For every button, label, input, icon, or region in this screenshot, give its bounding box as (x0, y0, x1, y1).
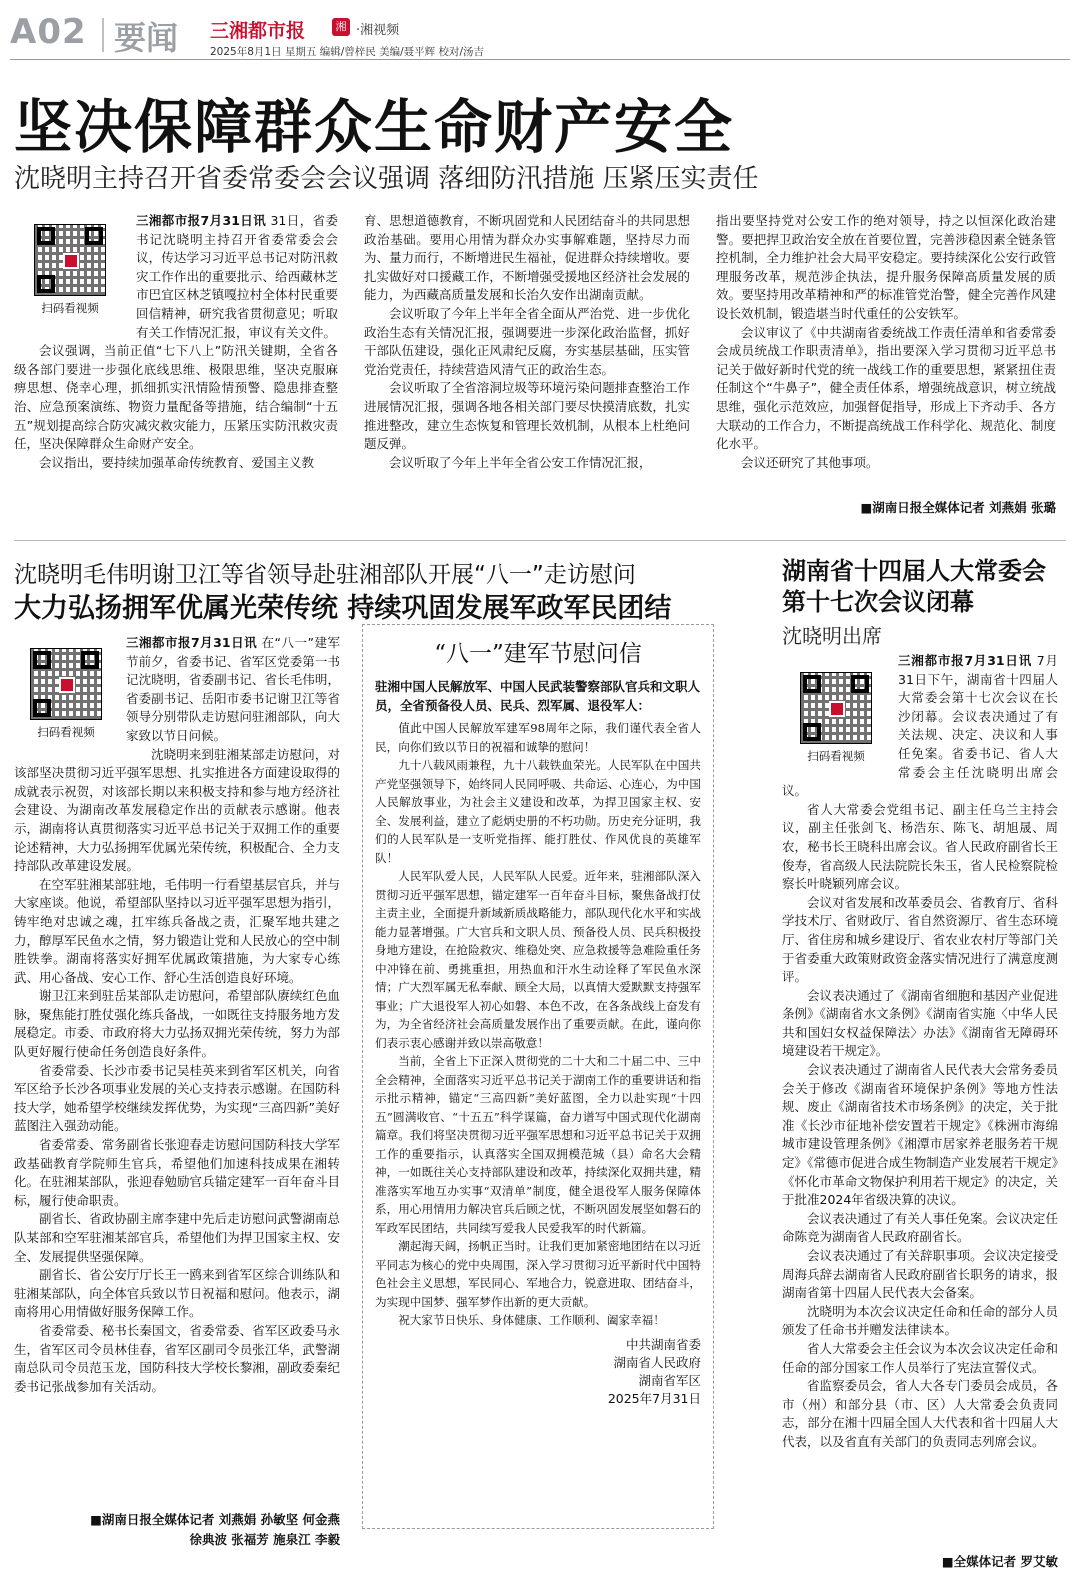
article2-para: 沈晓明来到驻湘某部走访慰问，对该部坚决贯彻习近平强军思想、扎实推进各方面建设取得的成就表示祝贺，对该部长期以来积极支持和参与地方经济社会建设、为湖南改革发展稳定作出的贡献表示感谢。他表示，湖南将认真贯彻落实习近平总书记关于双拥工作的重要论述精神，大力弘扬拥军优属光荣传统，积极配合、全力支持部队改革建设发展。 (14, 746, 340, 874)
masthead (10, 10, 1070, 60)
article3-title: 湖南省十四届人大常委会 第十七次会议闭幕 (782, 557, 1046, 616)
article1-byline: ■湖南日报全媒体记者 刘燕娟 张璐 (860, 500, 1056, 515)
article1-para: 会议审议了《中共湖南省委统战工作责任清单和省委常委会成员统战工作职责清单》，指出要深入学习贯彻习近平总书记关于做好新时代党的统一战线工作的重要思想，紧紧扭住责任制这个“牛鼻子”，健全责任体系，增强统战意识，树立统战思维，强化示范效应，加强督促指导，形成上下齐动手、各方大联动的工作合力，不断提高统战工作科学化、规范化、制度化水平。 (716, 324, 1056, 452)
condolence-letter-box (362, 624, 714, 1529)
article3-para: 省人大常委会党组书记、副主任乌兰主持会议，副主任张剑飞、杨浩东、陈飞、胡旭晟、周农，秘书长王晓科出席会议。省人民政府副省长王俊寿，省高级人民法院院长朱玉，省人民检察院检察长叶晓颖列席会议。 (782, 801, 1058, 892)
article2-para: 谢卫江来到驻岳某部队走访慰问，希望部队赓续红色血脉，聚焦能打胜仗强化练兵备战，一如既往支持服务地方发展稳定。市委、市政府将大力弘扬双拥光荣传统，努力为部队更好履行使命任务创造良好条件。 (14, 988, 340, 1060)
article3-para: 省人大常委会主任会议为本次会议决定任命和任命的部分国家工作人员举行了宪法宣誓仪式。 (782, 1340, 1058, 1375)
letter-para: 潮起海天阔，扬帆正当时。让我们更加紧密地团结在以习近平同志为核心的党中央周围，深入学习贯彻习近平新时代中国特色社会主义思想，军民同心、军地合力，锐意进取、团结奋斗，为实现中国梦、强军梦作出新的更大贡献。 (375, 1239, 701, 1309)
article3-para: 会议对省发展和改革委员会、省教育厅、省科学技术厅、省财政厅、省自然资源厅、省生态环境厅、省住房和城乡建设厅、省农业农村厅等部门关于省委重大政策财政资金落实情况进行了满意度测评。 (782, 894, 1058, 985)
article3-para: 沈晓明为本次会议决定任命和任命的部分人员颁发了任命书并赠发法律读本。 (782, 1303, 1058, 1338)
article2-column (14, 634, 340, 1509)
letter-para: 九十八载风雨兼程，九十八载铁血荣光。人民军队在中国共产党坚强领导下，始终同人民同呼吸、共命运、心连心，为中国人民解放事业，为社会主义建设和改革，为捍卫国家主权、安全、发展利益，建立了彪炳史册的不朽功勋。历史充分证明，我们的人民军队是一支听党指挥、能打胜仗、作风优良的英雄军队！ (375, 758, 701, 865)
article3-lead: 三湘都市报7月31日讯 (898, 653, 1032, 668)
article2-para: 在空军驻湘某部驻地，毛伟明一行看望基层官兵，并与大家座谈。他说，希望部队坚持以习近平强军思想为指引，铸牢绝对忠诚之魂，扛牢练兵备战之责，汇聚军地共建之力，醇厚军民鱼水之情，努力锻造让党和人民放心的空中制胜铁拳。湖南将落实好拥军优属政策措施，为大家专心练武、用心备战、安心工作、舒心生活创造良好环境。 (14, 876, 340, 985)
main-headline: 坚决保障群众生命财产安全 (14, 93, 735, 161)
article3-column (782, 652, 1058, 1540)
article1-lead: 三湘都市报7月31日讯 (136, 213, 267, 228)
article2-lead: 三湘都市报7月31日讯 (126, 635, 258, 650)
article3-para: 会议表决通过了《湖南省细胞和基因产业促进条例》《湖南省水文条例》《湖南省实施〈中华人民共和国妇女权益保障法〉办法》《湖南省无障碍环境建设若干规定》。 (782, 987, 1058, 1059)
article1-para: 会议强调，当前正值“七下八上”防汛关键期，全省各级各部门要进一步强化底线思维、极限思维，坚决克服麻痹思想、侥幸心理，抓细抓实汛情险情预警、隐患排查整治、应急预案演练、物资力量配备等措施，结合编制“十五五”规划提高综合防灾减灾救灾能力，压紧压实防汛救灾责任，坚决保障群众生命财产安全。 (14, 343, 338, 452)
article2-para: 副省长、省政协副主席李建中先后走访慰问武警湖南总队某部和空军驻湘某部官兵，希望他们为捍卫国家主权、安全、发展提供坚强保障。 (14, 1211, 340, 1264)
article1-para: 会议听取了今年上半年全省公安工作情况汇报， (389, 454, 652, 470)
article2-byline-2: 徐典波 张福芳 施泉江 李毅 (189, 1532, 340, 1547)
logo-tail: ·湘视频 (356, 23, 400, 38)
article3-byline: ■全媒体记者 罗艾敏 (941, 1554, 1058, 1569)
section-divider (14, 540, 1066, 541)
qr-caption: 扫码看视频 (807, 749, 865, 763)
article2-para: 三湘都市报7月31日讯 在“八一”建军节前夕，省委书记、省军区党委第一书记沈晓明，省委副书记、省长毛伟明，省委副书记、岳阳市委书记谢卫江等省领导分别带队走访慰问驻湘部队，向大家致以节日问候。 (126, 635, 340, 743)
page-number: A02 (10, 12, 87, 52)
article2-para: 省委常委、秘书长秦国文，省委常委、省军区政委马永生，省军区司令员林佳春，省军区副司令员张江华，武警湖南总队司令员范玉龙，国防科技大学校长黎湘，副政委秦纪委书记张战参加有关活动。 (14, 1322, 340, 1394)
letter-address: 驻湘中国人民解放军、中国人民武装警察部队官兵和文职人员，全省预备役人员、民兵、烈军属、退役军人： (375, 679, 701, 713)
article3-subtitle: 沈晓明出席 (782, 624, 882, 648)
article1-column-2 (364, 212, 690, 522)
article3-para: 会议表决通过了有关辞职事项。会议决定接受周海兵辞去湖南省人民政府副省长职务的请求，报湖南省第十四届人民代表大会备案。 (782, 1248, 1058, 1301)
article1-column-1 (14, 212, 338, 522)
newspaper-logo: 三湘都市报 (210, 20, 306, 42)
qr-caption: 扫码看视频 (37, 725, 95, 739)
article2-para: 省委常委、常务副省长张迎春走访慰问国防科技大学军政基础教育学院师生官兵，希望他们加速科技成果在湘转化。在驻湘某部队，张迎春勉励官兵锚定建军一百年奋斗目标，履行使命职责。 (14, 1137, 340, 1208)
letter-para: 祝大家节日快乐、身体健康、工作顺利、阖家幸福！ (398, 1313, 665, 1328)
article2-byline-1: ■湖南日报全媒体记者 刘燕娟 孙敏坚 何金燕 (90, 1512, 340, 1527)
letter-title: “八一”建军节慰问信 (434, 641, 642, 667)
article3-para: 三湘都市报7月31日讯 7月31日下午，湖南省十四届人大常委会第十七次会议在长沙闭幕。会议表决通过了有关法规、决定、决议和人事任免案。省委书记、省人大常委会主任沈晓明出席会议。 (782, 653, 1058, 799)
masthead-divider (102, 18, 104, 52)
main-subhead: 沈晓明主持召开省委常委会会议强调 落细防汛措施 压紧压实责任 (14, 164, 759, 194)
article2-para: 省委常委、长沙市委书记吴桂英来到省军区机关，向省军区给予长沙各项事业发展的关心支持表示感谢。在国防科技大学，她希望学校继续发挥优势，为实现“三高四新”美好蓝图注入强劲动能。 (14, 1062, 340, 1134)
article1-column-3 (716, 212, 1056, 498)
letter-para: 人民军队爱人民，人民军队人民爱。近年来，驻湘部队深入贯彻习近平强军思想，锚定建军一百年奋斗目标，聚焦备战打仗主责主业，全面提升新域新质战略能力，部队现代化水平和实战能力显著增强。广大官兵和文职人员、预备役人员、民兵积极投身地方建设，在抢险救灾、维稳处突、应急救援等急难险重任务中冲锋在前、勇挑重担，用热血和汗水生动诠释了军民鱼水深情；广大烈军属无私奉献、顾全大局，以真情大爱默默支持强军事业；广大退役军人初心如磐、本色不改，在各条战线上奋发有为，为全省经济社会高质量发展作出了重要贡献。在此，谨向你们表示衷心感谢并致以崇高敬意！ (375, 869, 701, 1050)
qr-caption: 扫码看视频 (41, 301, 99, 315)
letter-para: 当前，全省上下正深入贯彻党的二十大和二十届二中、三中全会精神，全面落实习近平总书记关于湖南工作的重要讲话和指示批示精神，锚定“三高四新”美好蓝图，全力以赴实现“十四五”圆满收官、“十五五”科学谋篇，奋力谱写中国式现代化湖南篇章。我们将坚决贯彻习近平强军思想和习近平总书记关于双拥工作的重要指示，认真落实全国双拥模范城（县）命名大会精神，一如既往关心支持部队建设和改革，持续深化双拥共建，精准落实军地互办实事“双清单”制度，健全退役军人服务保障体系，用心用情用力解决官兵后顾之忧，不断巩固发展坚如磐石的军政军民团结，共同续写爱我人民爱我军的时代新篇。 (375, 1054, 701, 1235)
article2-kicker: 沈晓明毛伟明谢卫江等省领导赴驻湘部队开展“八一”走访慰问 (14, 562, 636, 588)
article1-para: 三湘都市报7月31日讯 31日，省委书记沈晓明主持召开省委常委会会议，传达学习习近平总书记对防汛救灾工作作出的重要批示、给西藏林芝市巴宜区林芝镇嘎拉村全体村民重要回信精神，研究我省贯彻意见；听取有关工作情况汇报，审议有关文件。 (136, 213, 338, 340)
article3-para: 会议表决通过了湖南省人民代表大会常务委员会关于修改《湖南省环境保护条例》等地方性法规、废止《湖南省技术市场条例》的决定，关于批准《长沙市征地补偿安置若干规定》《株洲市海绵城市建设管理条例》《湘潭市居家养老服务若干规定》《常德市促进合成生物制造产业发展若干规定》《怀化市革命文物保护利用若干规定》的决定，关于批准2024年省级决算的决议。 (782, 1062, 1058, 1208)
article2-para: 副省长、省公安厅厅长王一鸥来到省军区综合训练队和驻湘某部队，向全体官兵致以节日祝福和慰问。他表示，湖南将用心用情做好服务保障工作。 (14, 1267, 340, 1320)
section-name: 要闻 (114, 19, 179, 57)
article1-para: 会议还研究了其他事项。 (741, 454, 879, 470)
letter-signature: 中共湖南省委 湖南省人民政府 湖南省军区 2025年7月31日 (607, 1336, 701, 1406)
article1-para: 会议听取了全省溶洞垃圾等环境污染问题排查整治工作进展情况汇报，强调各地各相关部门要尽快摸清底数，扎实推进整改，建立生态恢复和管理长效机制，从根本上杜绝问题反弹。 (364, 380, 690, 452)
article1-para: 指出要坚持党对公安工作的绝对领导，持之以恒深化政治建警。要把捍卫政治安全放在首要位置，完善涉稳因素全链条管控机制，全力维护社会大局平安稳定。要持续深化公安行政管理服务改革，规范涉企执法，提升服务保障高质量发展的质效。要坚持用改革精神和严的标准管党治警，健全完善作风建设长效机制，锻造堪当时代重任的公安铁军。 (716, 213, 1056, 321)
letter-para: 值此中国人民解放军建军98周年之际，我们谨代表全省人民，向你们致以节日的祝福和诚挚的慰问！ (375, 721, 701, 754)
article2-title: 大力弘扬拥军优属光荣传统 持续巩固发展军政军民团结 (14, 593, 672, 624)
article1-para: 会议听取了今年上半年全省全面从严治党、进一步优化政治生态有关情况汇报，强调要进一步深化政治监督，抓好干部队伍建设，强化正风肃纪反腐，夯实基层基础，压实管党治党责任，持续营造风清气正的政治生态。 (364, 305, 690, 377)
article1-para: 会议指出，要持续加强革命传统教育、爱国主义教 (39, 454, 315, 470)
letter-body (375, 719, 701, 1330)
issue-meta: 2025年8月1日 星期五 编辑/曾梓民 美编/聂平辉 校对/汤吉 (210, 46, 485, 58)
logo-badge-icon: 湘 (332, 18, 350, 36)
article3-para: 会议表决通过了有关人事任免案。会议决定任命陈竞为湖南省人民政府副省长。 (782, 1210, 1058, 1245)
article1-para: 育、思想道德教育，不断巩固党和人民团结奋斗的共同思想政治基础。要用心用情为群众办实事解难题，坚持尽力而为、量力而行，不断增进民生福祉，促进群众持续增收。要扎实做好对口援藏工作，不断增强受援地区经济社会发展的能力，为西藏高质量发展和长治久安作出湖南贡献。 (364, 213, 690, 303)
article3-para: 省监察委员会，省人大各专门委员会成员，各市（州）和部分县（市、区）人大常委会负责同志，部分在湘十四届全国人大代表和省十四届人大代表，以及省直有关部门的负责同志列席会议。 (782, 1378, 1058, 1449)
